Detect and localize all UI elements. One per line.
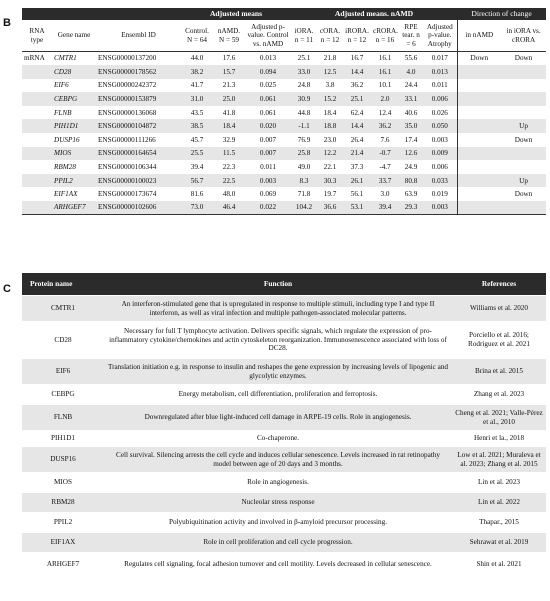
ensembl-id-cell: ENSG00000242372 <box>98 81 157 90</box>
references-cell: Low et al. 2021; Muraleva et al. 2023; Zhang et al. 2015 <box>452 447 546 473</box>
iora-value-cell: 33.0 <box>297 67 311 76</box>
references-cell: Williams et al. 2020 <box>452 296 546 322</box>
rna-type-cell <box>22 147 52 161</box>
gene-name-cell: CD28 <box>54 67 72 76</box>
direction-iora-crora-cell <box>501 160 546 174</box>
table-row <box>22 553 546 577</box>
iora-value-cell: 24.8 <box>297 81 311 90</box>
adj-p-control-namd-cell: 0.013 <box>259 54 277 63</box>
control-value-cell: 41.7 <box>190 81 204 90</box>
cora-value-cell: 19.7 <box>323 190 337 199</box>
crora-value-cell: 7.6 <box>380 135 390 144</box>
rna-type-cell <box>22 119 52 133</box>
references-cell: Henri et la., 2018 <box>452 431 546 447</box>
table-row <box>22 187 546 201</box>
direction-iora-crora-cell <box>501 79 546 93</box>
direction-namd-cell <box>457 65 501 79</box>
col-cora: cORA. n = 12 <box>317 20 343 52</box>
ensembl-id-cell: ENSG00000173674 <box>98 190 157 199</box>
protein-name-cell: CMTR1 <box>22 296 104 322</box>
ensembl-id-cell: ENSG00000164654 <box>98 149 157 158</box>
direction-iora-crora-cell <box>501 92 546 106</box>
group-direction-of-change: Direction of change <box>457 8 546 20</box>
gene-name-cell: PIH1D1 <box>54 122 79 131</box>
protein-name-cell: CEBPG <box>22 385 104 405</box>
gene-name-cell: CMTR1 <box>54 54 77 63</box>
col-protein-name: Protein name <box>22 273 104 296</box>
iora-value-cell: 104.2 <box>295 203 313 212</box>
irora-value-cell: 26.4 <box>350 135 364 144</box>
table-b-group-header-row <box>22 8 546 20</box>
table-row <box>22 296 546 322</box>
gene-name-cell: RBM28 <box>54 162 76 171</box>
cora-value-cell: 22.1 <box>323 162 337 171</box>
function-cell: An interferon-stimulated gene that is upregulated in response to multiple stimuli, including type I and type II interferon, as well as viral infection and multiple pathogen-associated molecular patterns. <box>104 296 452 322</box>
rna-type-cell <box>22 79 52 93</box>
crora-value-cell: 10.1 <box>378 81 392 90</box>
iora-value-cell: 30.9 <box>297 94 311 103</box>
protein-name-cell: EIF1AX <box>22 533 104 553</box>
iora-value-cell: 49.0 <box>297 162 311 171</box>
ensembl-id-cell: ENSG00000106344 <box>98 162 157 171</box>
rna-type-cell <box>22 106 52 120</box>
table-row <box>22 447 546 473</box>
col-adj-p-atrophy: Adjusted p-value. Atrophy <box>423 20 457 52</box>
iora-value-cell: 76.9 <box>297 135 311 144</box>
cora-value-cell: 15.2 <box>323 94 337 103</box>
namd-value-cell: 41.8 <box>222 108 236 117</box>
protein-name-cell: DUSP16 <box>22 447 104 473</box>
group-adjusted-means: Adjusted means <box>181 8 291 20</box>
gene-name-cell: ARHGEF7 <box>54 203 86 212</box>
adj-p-control-namd-cell: 0.007 <box>259 149 277 158</box>
control-value-cell: 43.5 <box>190 108 204 117</box>
adj-p-atrophy-cell: 0.006 <box>431 162 448 171</box>
adj-p-control-namd-cell: 0.094 <box>259 67 277 76</box>
irora-value-cell: 62.4 <box>350 108 364 117</box>
control-value-cell: 73.0 <box>190 203 204 212</box>
control-value-cell: 25.5 <box>190 149 204 158</box>
ensembl-id-cell: ENSG00000100023 <box>98 176 157 185</box>
protein-name-cell: ARHGEF7 <box>22 553 104 577</box>
namd-value-cell: 22.5 <box>222 176 236 185</box>
cora-value-cell: 12.5 <box>323 67 337 76</box>
rna-type-cell <box>22 65 52 79</box>
irora-value-cell: 14.4 <box>350 122 364 131</box>
direction-namd-cell <box>457 174 501 188</box>
col-in-iora-vs-crora: in iORA vs. cRORA <box>501 20 546 52</box>
table-row <box>22 359 546 385</box>
adj-p-atrophy-cell: 0.003 <box>431 135 448 144</box>
adj-p-atrophy-cell: 0.017 <box>431 54 448 63</box>
table-row <box>22 133 546 147</box>
adj-p-atrophy-cell: 0.033 <box>431 176 448 185</box>
adj-p-atrophy-cell: 0.013 <box>431 67 448 76</box>
protein-name-cell: MIOS <box>22 473 104 493</box>
irora-value-cell: 25.1 <box>350 94 364 103</box>
namd-value-cell: 25.0 <box>222 94 236 103</box>
direction-namd-cell <box>457 160 501 174</box>
panel-c-label: C <box>3 283 11 295</box>
col-rna-type: RNA type <box>22 20 52 52</box>
col-ensembl-id: Ensembl ID <box>96 20 181 52</box>
irora-value-cell: 26.1 <box>350 176 364 185</box>
gene-name-cell: EIF6 <box>54 81 69 90</box>
rna-type-cell: mRNA <box>24 54 45 63</box>
col-references: References <box>452 273 546 296</box>
adj-p-control-namd-cell: 0.061 <box>259 94 277 103</box>
cora-value-cell: 30.3 <box>323 176 337 185</box>
table-row <box>22 79 546 93</box>
adj-p-control-namd-cell: 0.020 <box>259 122 277 131</box>
table-row <box>22 92 546 106</box>
adj-p-atrophy-cell: 0.009 <box>431 149 448 158</box>
col-adj-p-control-namd: Adjusted p-value. Control vs. nAMD <box>245 20 291 52</box>
table-row <box>22 106 546 120</box>
adj-p-control-namd-cell: 0.011 <box>260 162 276 171</box>
table-row <box>22 147 546 161</box>
adj-p-control-namd-cell: 0.025 <box>259 81 277 90</box>
table-row <box>22 431 546 447</box>
gene-name-cell: DUSP16 <box>54 135 80 144</box>
control-value-cell: 45.7 <box>190 135 204 144</box>
table-row <box>22 405 546 431</box>
adj-p-control-namd-cell: 0.069 <box>259 190 277 199</box>
direction-iora-crora-cell: Down <box>514 54 533 63</box>
cora-value-cell: 18.4 <box>323 108 337 117</box>
protein-name-cell: CD28 <box>22 322 104 359</box>
function-cell: Downregulated after blue light-induced cell damage in ARPE-19 cells. Role in angiogenesis. <box>104 405 452 431</box>
rna-type-cell <box>22 92 52 106</box>
col-irora: iRORA. n = 12 <box>343 20 371 52</box>
adj-p-control-namd-cell: 0.061 <box>259 108 277 117</box>
rpe-tear-value-cell: 24.4 <box>404 81 418 90</box>
adj-p-control-namd-cell: 0.003 <box>259 176 277 185</box>
function-cell: Regulates cell signaling, focal adhesion turnover and cell motility. Levels decreased in cellular senescence. <box>104 553 452 577</box>
col-iora: iORA. n = 11 <box>291 20 317 52</box>
rpe-tear-value-cell: 33.1 <box>404 94 418 103</box>
direction-iora-crora-cell: Down <box>514 135 533 144</box>
protein-function-table <box>22 273 546 577</box>
rna-type-cell <box>22 160 52 174</box>
ensembl-id-cell: ENSG00000104872 <box>98 122 157 131</box>
control-value-cell: 38.2 <box>190 67 204 76</box>
direction-iora-crora-cell <box>501 147 546 161</box>
gene-name-cell: MIOS <box>54 149 72 158</box>
references-cell: Thapar., 2015 <box>452 513 546 533</box>
crora-value-cell: 16.1 <box>378 54 392 63</box>
cora-value-cell: 3.8 <box>325 81 335 90</box>
references-cell: Lin et al. 2023 <box>452 473 546 493</box>
namd-value-cell: 21.3 <box>222 81 236 90</box>
gene-name-cell: EIF1AX <box>54 190 78 199</box>
rpe-tear-value-cell: 40.6 <box>404 108 418 117</box>
irora-value-cell: 36.2 <box>350 81 364 90</box>
table-row <box>22 533 546 553</box>
table-row <box>22 52 546 66</box>
ensembl-id-cell: ENSG00000178562 <box>98 67 157 76</box>
iora-value-cell: 44.8 <box>297 108 311 117</box>
crora-value-cell: -4.7 <box>379 162 391 171</box>
table-row <box>22 65 546 79</box>
irora-value-cell: 56.1 <box>350 190 364 199</box>
protein-name-cell: FLNB <box>22 405 104 431</box>
table-row <box>22 473 546 493</box>
function-cell: Energy metabolism, cell differentiation, proliferation and ferroptosis. <box>104 385 452 405</box>
direction-namd-cell <box>457 187 501 201</box>
references-cell: Porciello et al. 2016; Rodriguez et al. 2021 <box>452 322 546 359</box>
ensembl-id-cell: ENSG00000111266 <box>98 135 156 144</box>
table-row <box>22 174 546 188</box>
namd-value-cell: 17.6 <box>222 54 236 63</box>
irora-value-cell: 53.1 <box>350 203 364 212</box>
cora-value-cell: 36.6 <box>323 203 337 212</box>
namd-value-cell: 15.7 <box>222 67 236 76</box>
col-in-namd: in nAMD <box>457 20 501 52</box>
namd-value-cell: 46.4 <box>222 203 236 212</box>
col-function: Function <box>104 273 452 296</box>
crora-value-cell: 33.7 <box>378 176 392 185</box>
direction-namd-cell <box>457 201 501 215</box>
rna-type-cell <box>22 174 52 188</box>
rpe-tear-value-cell: 12.6 <box>404 149 418 158</box>
control-value-cell: 38.5 <box>190 122 204 131</box>
control-value-cell: 81.6 <box>190 190 204 199</box>
irora-value-cell: 37.3 <box>350 162 364 171</box>
rpe-tear-value-cell: 63.9 <box>404 190 418 199</box>
namd-value-cell: 22.3 <box>222 162 236 171</box>
iora-value-cell: 25.8 <box>297 149 311 158</box>
adj-p-atrophy-cell: 0.050 <box>431 122 448 131</box>
col-gene-name: Gene name <box>52 20 96 52</box>
adj-p-atrophy-cell: 0.003 <box>431 203 448 212</box>
direction-namd-cell <box>457 133 501 147</box>
cora-value-cell: 12.2 <box>323 149 337 158</box>
direction-iora-crora-cell <box>501 65 546 79</box>
namd-value-cell: 11.5 <box>222 149 236 158</box>
crora-value-cell: 39.4 <box>378 203 392 212</box>
gene-expression-table <box>22 8 546 215</box>
direction-namd-cell <box>457 92 501 106</box>
direction-iora-crora-cell: Up <box>519 176 528 185</box>
rna-type-cell <box>22 133 52 147</box>
rpe-tear-value-cell: 55.6 <box>404 54 418 63</box>
iora-value-cell: -1.1 <box>298 122 310 131</box>
table-c-header-row <box>22 273 546 296</box>
iora-value-cell: 25.1 <box>297 54 311 63</box>
direction-namd-cell <box>457 119 501 133</box>
rna-type-cell <box>22 187 52 201</box>
table-row <box>22 201 546 215</box>
references-cell: Shin et al. 2021 <box>452 553 546 577</box>
group-adjusted-means-namd: Adjusted means. nAMD <box>291 8 457 20</box>
rpe-tear-value-cell: 24.9 <box>404 162 418 171</box>
namd-value-cell: 18.4 <box>222 122 236 131</box>
table-b-column-header-row <box>22 20 546 52</box>
table-row <box>22 119 546 133</box>
references-cell: Lin et al. 2022 <box>452 493 546 513</box>
ensembl-id-cell: ENSG00000136068 <box>98 108 157 117</box>
ensembl-id-cell: ENSG00000137200 <box>98 54 157 63</box>
references-cell: Brina et al. 2015 <box>452 359 546 385</box>
references-cell: Zhang et al. 2023 <box>452 385 546 405</box>
table-row <box>22 385 546 405</box>
crora-value-cell: 36.2 <box>378 122 392 131</box>
direction-namd-cell <box>457 147 501 161</box>
cora-value-cell: 21.8 <box>323 54 337 63</box>
adj-p-atrophy-cell: 0.019 <box>431 190 448 199</box>
crora-value-cell: 12.4 <box>378 108 392 117</box>
protein-name-cell: RBM28 <box>22 493 104 513</box>
namd-value-cell: 48.0 <box>222 190 236 199</box>
col-crora: cRORA. n = 16 <box>371 20 399 52</box>
function-cell: Polyubiquitination activity and involved in β-amyloid precursor processing. <box>104 513 452 533</box>
table-row <box>22 322 546 359</box>
ensembl-id-cell: ENSG00000102606 <box>98 203 157 212</box>
namd-value-cell: 32.9 <box>222 135 236 144</box>
table-row <box>22 493 546 513</box>
rpe-tear-value-cell: 17.4 <box>404 135 418 144</box>
iora-value-cell: 8.3 <box>299 176 309 185</box>
rpe-tear-value-cell: 35.0 <box>404 122 418 131</box>
table-row <box>22 160 546 174</box>
irora-value-cell: 16.7 <box>350 54 364 63</box>
references-cell: Cheng et al. 2021; Valle-Pérez et al., 2010 <box>452 405 546 431</box>
protein-name-cell: EIF6 <box>22 359 104 385</box>
rna-type-cell <box>22 201 52 215</box>
irora-value-cell: 21.4 <box>350 149 364 158</box>
rpe-tear-value-cell: 4.0 <box>406 67 416 76</box>
adj-p-atrophy-cell: 0.006 <box>431 94 448 103</box>
adj-p-control-namd-cell: 0.022 <box>259 203 277 212</box>
function-cell: Necessary for full T lymphocyte activation. Delivers specific signals, which regulate the expression of pro-inflammatory cytokine/chemokines and actin cytoskeleton reorganization. Immunosenescence associated with loss of DC28. <box>104 322 452 359</box>
control-value-cell: 39.4 <box>190 162 204 171</box>
iora-value-cell: 71.8 <box>297 190 311 199</box>
control-value-cell: 56.7 <box>190 176 204 185</box>
table-row <box>22 513 546 533</box>
crora-value-cell: -0.7 <box>379 149 391 158</box>
gene-name-cell: PPIL2 <box>54 176 73 185</box>
direction-iora-crora-cell: Down <box>514 190 533 199</box>
irora-value-cell: 14.4 <box>350 67 364 76</box>
function-cell: Nucleolar stress response <box>104 493 452 513</box>
gene-name-cell: CEBPG <box>54 94 78 103</box>
adj-p-atrophy-cell: 0.011 <box>431 81 448 90</box>
control-value-cell: 44.0 <box>190 54 204 63</box>
direction-iora-crora-cell: Up <box>519 122 528 131</box>
crora-value-cell: 3.0 <box>380 190 390 199</box>
function-cell: Translation initiation e.g. in response to insulin and reshapes the gene expression by increasing levels of lipogenic and glycolytic enzymes. <box>104 359 452 385</box>
direction-namd-cell <box>457 106 501 120</box>
function-cell: Role in cell proliferation and cell cycle progression. <box>104 533 452 553</box>
control-value-cell: 31.0 <box>190 94 204 103</box>
panel-b-label: B <box>3 17 11 29</box>
ensembl-id-cell: ENSG00000153879 <box>98 94 157 103</box>
function-cell: Cell survival. Silencing arrests the cell cycle and induces cellular senescence. Levels increased in rat retinopathy model between age of 20 days and 3 months. <box>104 447 452 473</box>
function-cell: Co-chaperone. <box>104 431 452 447</box>
adj-p-control-namd-cell: 0.007 <box>259 135 277 144</box>
col-control: Control. N = 64 <box>181 20 213 52</box>
crora-value-cell: 16.1 <box>378 67 392 76</box>
rpe-tear-value-cell: 80.8 <box>404 176 418 185</box>
col-rpe-tear: RPE tear. n = 6 <box>399 20 423 52</box>
direction-iora-crora-cell <box>501 106 546 120</box>
cora-value-cell: 18.8 <box>323 122 337 131</box>
protein-name-cell: PIH1D1 <box>22 431 104 447</box>
direction-namd-cell: Down <box>457 52 501 66</box>
protein-name-cell: PPIL2 <box>22 513 104 533</box>
rpe-tear-value-cell: 29.3 <box>404 203 418 212</box>
direction-iora-crora-cell <box>501 201 546 215</box>
gene-name-cell: FLNB <box>54 108 72 117</box>
crora-value-cell: 2.0 <box>380 94 390 103</box>
direction-namd-cell <box>457 79 501 93</box>
function-cell: Role in angiogenesis. <box>104 473 452 493</box>
col-namd: nAMD. N = 59 <box>213 20 245 52</box>
adj-p-atrophy-cell: 0.026 <box>431 108 448 117</box>
references-cell: Sehrawat et al. 2019 <box>452 533 546 553</box>
cora-value-cell: 23.0 <box>323 135 337 144</box>
